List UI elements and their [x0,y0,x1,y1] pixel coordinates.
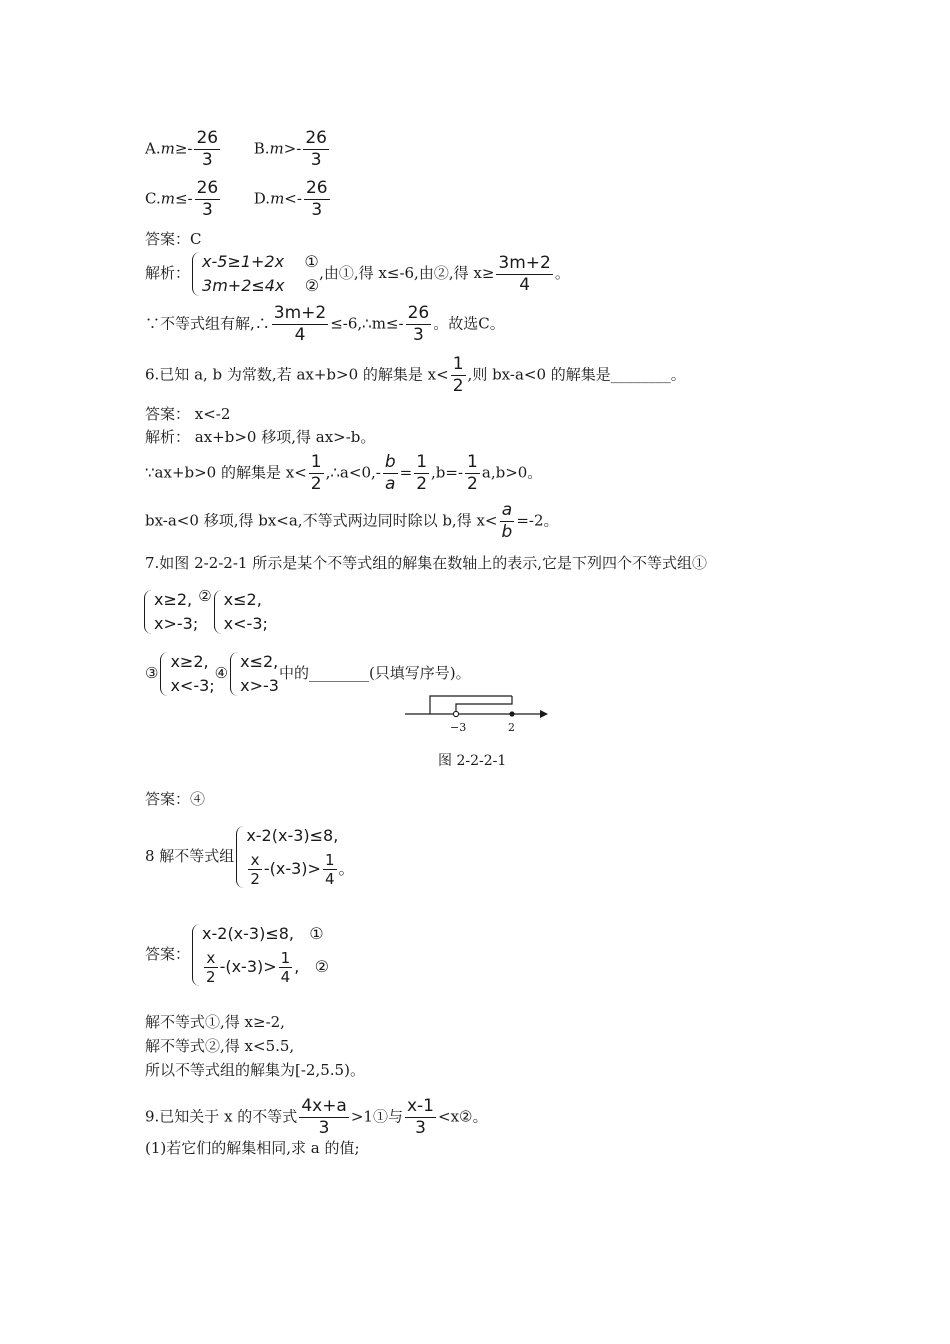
range-bracket-left [456,696,512,714]
fraction-26-3: $\frac{26}{3}$ [196,128,219,170]
option-d-rel: <- [284,189,302,208]
axis-label-2: 2 [508,721,515,734]
q8-stem: 8 解不等式组 x-2(x-3)≤8, $\frac{x}{2}$ -(x-3)> $\frac{1}{4}$ 。 [145,826,355,888]
q8-system: x-2(x-3)≤8, $\frac{x}{2}$ -(x-3)> $\frac{1}{4}$ 。 [234,824,354,890]
open-dot-minus-3 [453,711,458,716]
option-d-var: m [270,189,285,208]
option-d-label: D. [253,189,271,208]
q8-answer-system: x-2(x-3)≤8, ① $\frac{x}{2}$ -(x-3)> $\frac{1}{4}$ , ② [190,922,329,988]
q7-system-3: x≥2, x<-3; [158,650,214,698]
q9-stem: 9.已知关于 x 的不等式 $\frac{4x+a}{3}$ >1①与 $\frac{x-1}{3}$ <x②。 [145,1096,488,1138]
figure-caption: 图 2-2-2-1 [438,753,507,769]
q6-answer: 答案： x<-2 [145,405,231,423]
fraction-26-3: $\frac{26}{3}$ [196,178,219,220]
q5-answer: 答案：C [145,230,202,248]
q5-options-row-2 [145,178,332,221]
axis-label-minus-3: −3 [450,721,467,734]
option-a-var: m [160,139,175,158]
option-a-rel: ≥- [174,139,193,158]
q7-systems-row-1: x≥2, x>-3; ② x≤2, x<-3; [142,588,268,636]
q5-analysis-line-2: ∵不等式组有解,∴ $\frac{3m+2}{4}$ ≤-6,∴m≤- $\frac{26}{3}$ 。故选C。 [145,303,505,345]
q7-system-1: x≥2, x>-3; [142,588,198,636]
q7-stem: 7.如图 2-2-2-1 所示是某个不等式组的解集在数轴上的表示,它是下列四个不等式组① [145,554,707,572]
fraction-26-3: $\frac{26}{3}$ [305,178,328,220]
option-b-var: m [269,139,284,158]
q6-analysis-1: 解析： ax+b>0 移项,得 ax>-b。 [145,428,376,446]
fraction-1-2: $\frac{1}{2}$ [452,354,464,396]
q9-part-1: (1)若它们的解集相同,求 a 的值; [145,1139,360,1157]
q8-solution-1: 解不等式①,得 x≥-2, [145,1013,285,1031]
q7-system-4: x≤2, x>-3 [228,650,279,698]
fraction-26-3: $\frac{26}{3}$ [305,128,327,170]
option-a-label: A. [145,139,161,158]
option-c-label: C. [145,189,161,208]
q8-solution-3: 所以不等式组的解集为[-2,5.5)。 [145,1061,365,1079]
q8-solution-2: 解不等式②,得 x<5.5, [145,1037,295,1055]
q8-answer: 答案： x-2(x-3)≤8, ① $\frac{x}{2}$ -(x-3)> $\frac{1}{4}$ , ② [145,924,329,986]
option-b-rel: >- [283,139,302,158]
fraction-3m2-4: $\frac{3m+2}{4}$ [498,252,551,295]
q7-system-2: x≤2, x<-3; [212,588,268,636]
q6-stem: 6.已知 a, b 为常数,若 ax+b>0 的解集是 x< $\frac{1}{2}$ ,则 bx-a<0 的解集是________。 [145,354,686,396]
option-b-label: B. [253,139,270,158]
q6-analysis-2: ∵ax+b>0 的解集是 x< $\frac{1}{2}$ ,∴a<0,- $\frac{b}{a}$ = $\frac{1}{2}$ ,b=- $\frac{1}{2}$ a,b>0。 [145,452,543,494]
closed-dot-2 [509,711,514,716]
option-c-rel: ≤- [174,189,193,208]
q7-answer: 答案：④ [145,790,206,808]
q5-analysis: 解析： x-5≥1+2x ① 3m+2≤4x ② ,由①,得 x≤-6,由②,得 x≥ $\frac{3m+2}{4}$ 。 [145,250,570,298]
q5-options-row-1 [145,128,331,171]
option-c-var: m [160,189,175,208]
number-line-figure [400,690,550,736]
range-bracket-right [430,696,512,714]
axis-arrow-icon [540,710,548,718]
q5-system: x-5≥1+2x ① 3m+2≤4x ② [190,250,319,298]
q6-analysis-3: bx-a<0 移项,得 bx<a,不等式两边同时除以 b,得 x< $\frac{a}{b}$ =-2。 [145,500,559,542]
q7-systems-row-2: ③ x≥2, x<-3; ④ x≤2, x>-3 中的________(只填写序号)。 [145,650,471,698]
